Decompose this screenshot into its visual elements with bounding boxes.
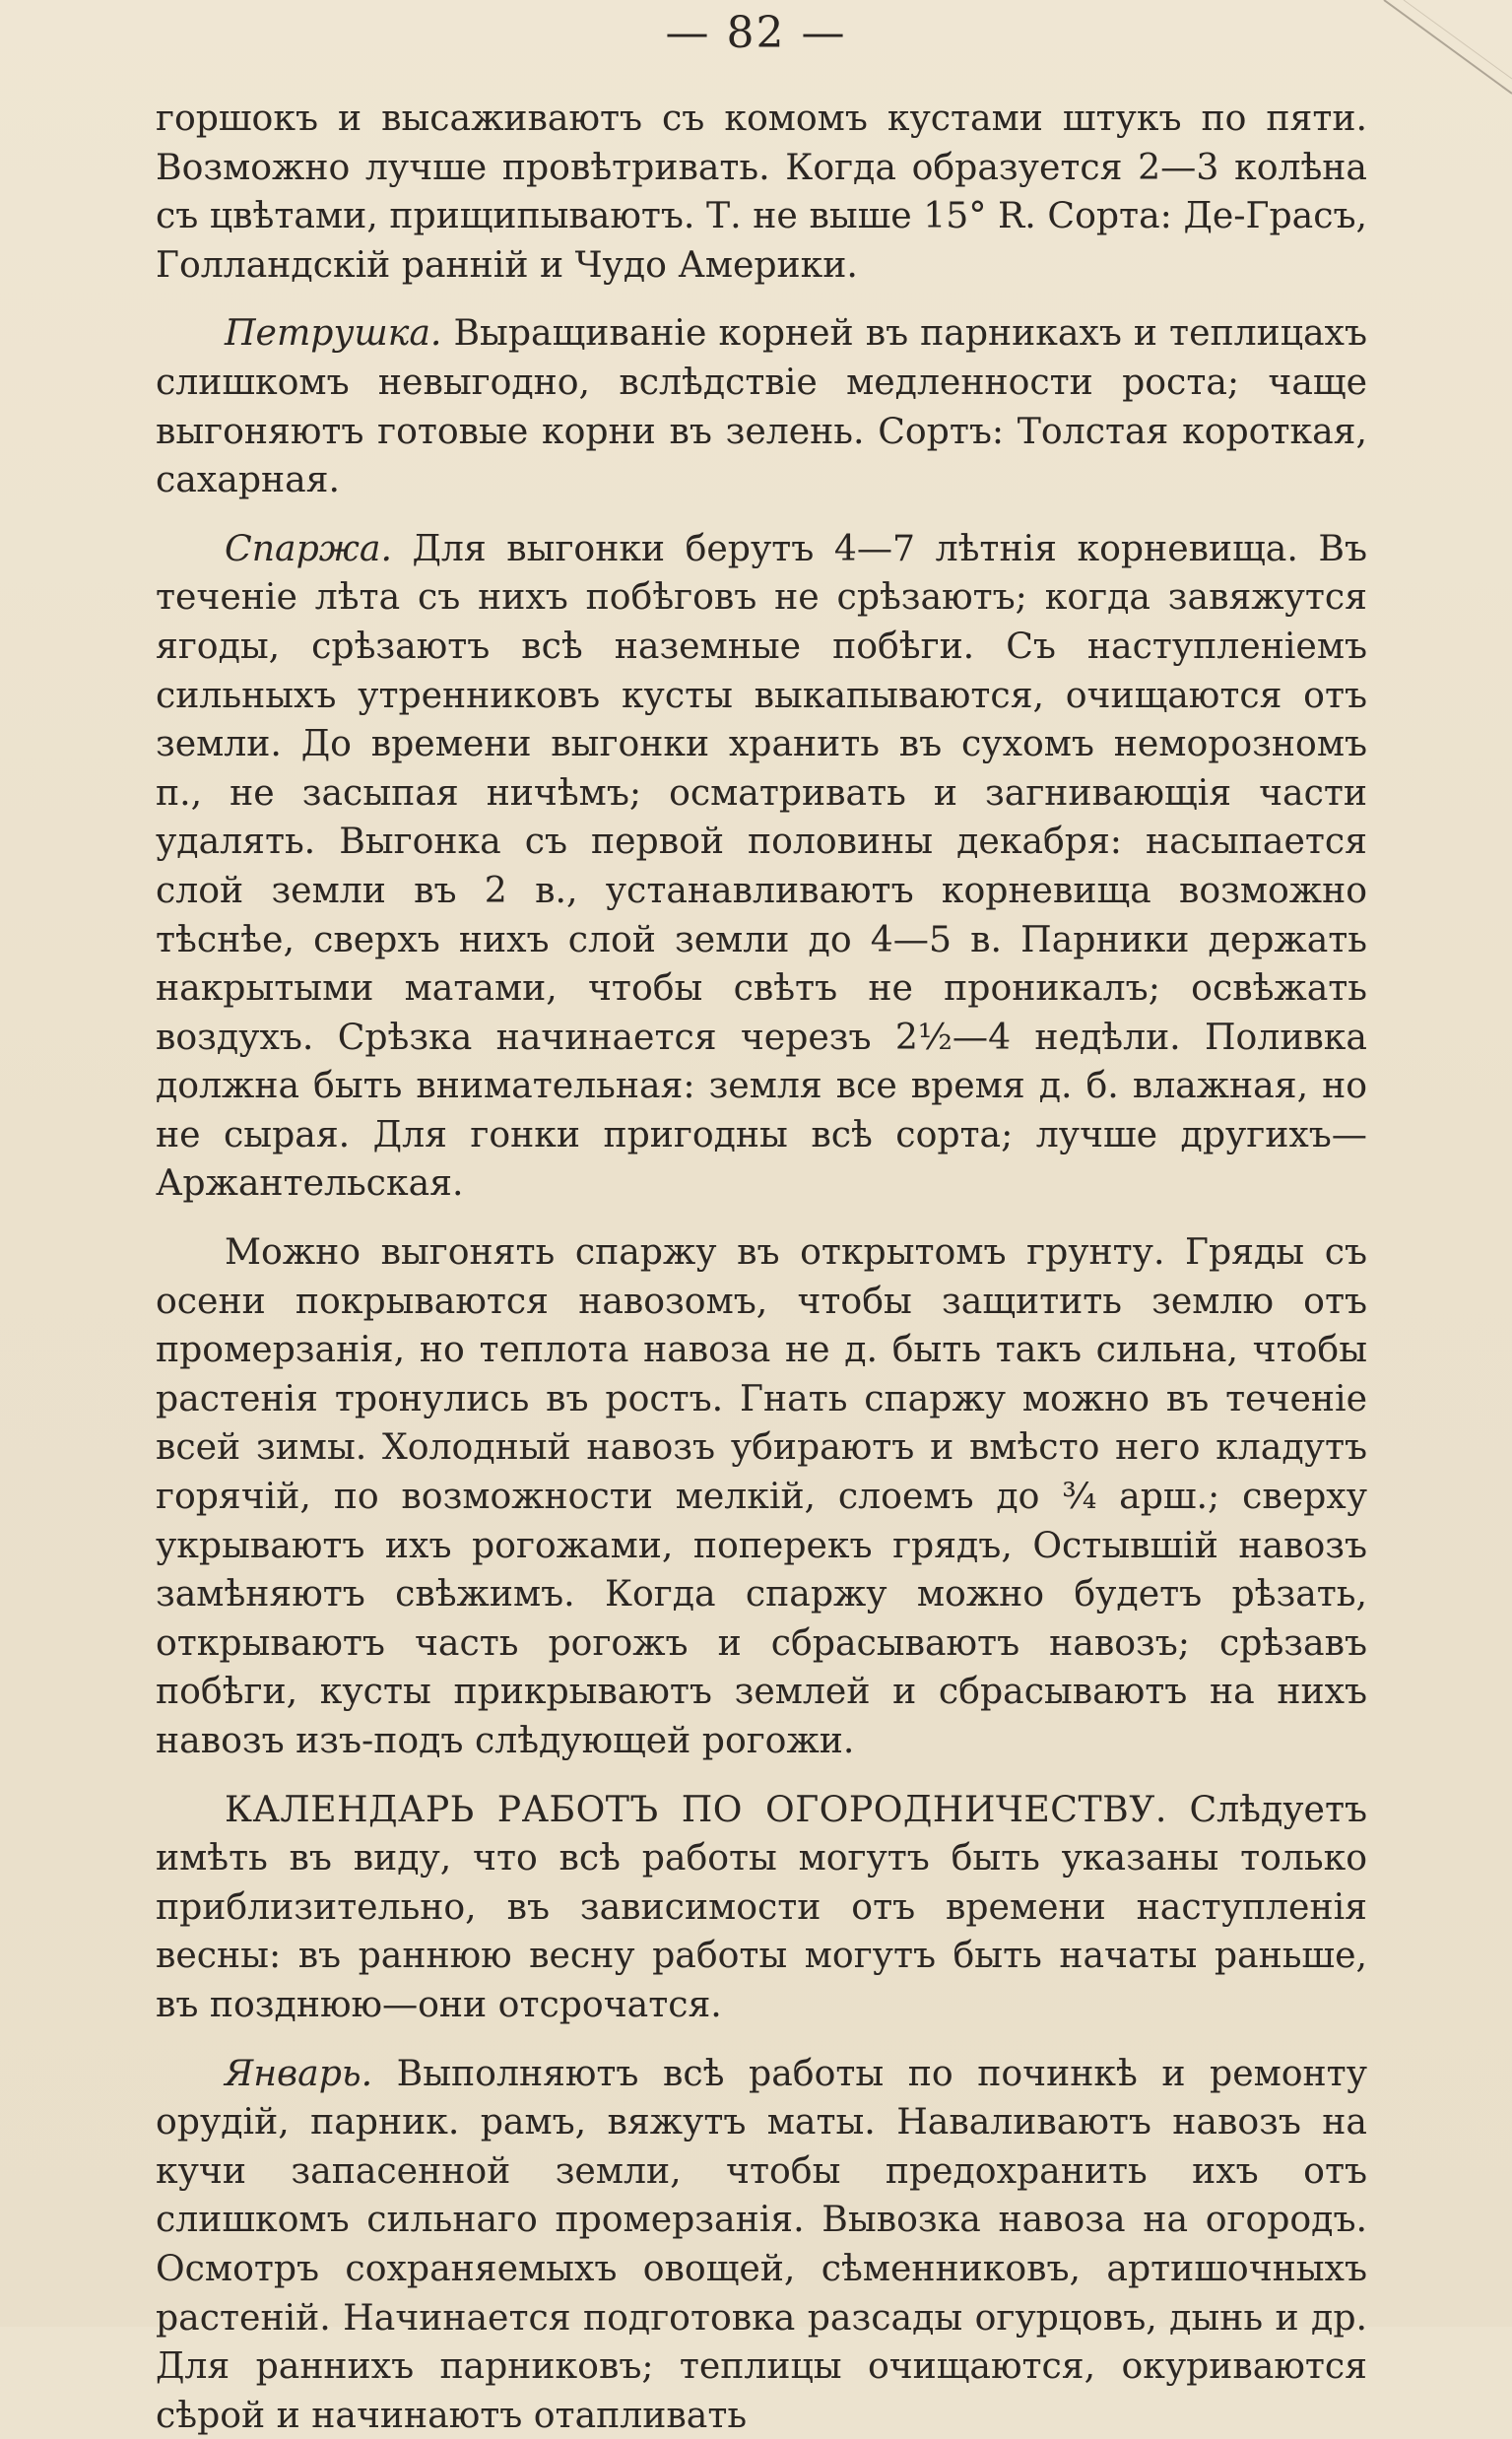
paragraph-text: горшокъ и высаживаютъ съ комомъ кустами штукъ по пяти. Возможно лучше провѣтривать. Когда образуется 2—3 колѣна съ цвѣтами, прищипываютъ. Т. не выше 15° R. Сорта: Де-Грасъ, Голландскій ранній и Чудо Америки.: [156, 97, 1367, 286]
paragraph-text: Слѣдуетъ имѣть въ виду, что всѣ работы могутъ быть указаны только приблизительно, въ зависимости отъ времени наступленія весны: въ раннюю весну работы могутъ быть начаты раньше, въ позднюю—они отсрочатся.: [156, 1787, 1367, 2025]
paragraph-text: Выполняютъ всѣ работы по починкѣ и ремонту орудій, парник. рамъ, вяжутъ маты. Наваливаютъ навозъ на кучи запасенной земли, чтобы предохранить ихъ отъ слишкомъ сильнаго промерзанія. Вывозка навоза на огородъ. Осмотръ сохраняемыхъ овощей, сѣменниковъ, артишочныхъ растеній. Начинается подготовка разсады огурцовъ, дынь и др. Для раннихъ парниковъ; теплицы очищаются, окуриваются сѣрой и начинаютъ отапливать: [156, 2051, 1367, 2436]
paragraph-asparagus: [156, 524, 1367, 1208]
paragraph-text: Выращиваніе корней въ парникахъ и теплицахъ слишкомъ невыгодно, вслѣдствіе медленности роста; чаще выгоняютъ готовые корни въ зелень. Сортъ: Толстая короткая, сахарная.: [156, 311, 1367, 501]
paragraph-lead: Спаржа.: [225, 526, 392, 569]
paragraph-text: Для выгонки берутъ 4—7 лѣтнія корневища. Въ теченіе лѣта съ нихъ побѣговъ не срѣзаютъ; когда завяжутся ягоды, срѣзаютъ всѣ наземные побѣги. Съ наступленіемъ сильныхъ утренниковъ кусты выкапываются, очищаются отъ земли. До времени выгонки хранить въ сухомъ неморозномъ п., не засыпая ничѣмъ; осматривать и загнивающія части удалять. Выгонка съ первой половины декабря: насыпается слой земли въ 2 в., устанавливаютъ корневища возможно тѣснѣе, сверхъ нихъ слой земли до 4—5 в. Парники держать накрытыми матами, чтобы свѣтъ не проникалъ; освѣжать воздухъ. Срѣзка начинается черезъ 2½—4 недѣли. Поливка должна быть внимательная: земля все время д. б. влажная, но не сырая. Для гонки пригодны всѣ сорта; лучше другихъ—Аржантельская.: [156, 526, 1367, 1205]
paragraph-parsley: [156, 308, 1367, 503]
paragraph-asparagus-open-ground: [156, 1227, 1367, 1765]
paragraph-text: Можно выгонять спаржу въ открытомъ грунту. Гряды съ осени покрываются навозомъ, чтобы защитить землю отъ промерзанія, но теплота навоза не д. быть такъ сильна, чтобы растенія тронулись въ ростъ. Гнать спаржу можно въ теченіе всей зимы. Холодный навозъ убираютъ и вмѣсто него кладутъ горячій, по возможности мелкій, слоемъ до ¾ арш.; сверху укрываютъ ихъ рогожами, поперекъ грядъ, Остывшій навозъ замѣняютъ свѣжимъ. Когда спаржу можно будетъ рѣзать, открываютъ часть рогожъ и сбрасываютъ навозъ; срѣзавъ побѣги, кусты прикрываютъ землей и сбрасываютъ на нихъ навозъ изъ-подъ слѣдующей рогожи.: [156, 1230, 1367, 1761]
paragraph-january: [156, 2049, 1367, 2439]
paragraph-calendar-heading: [156, 1785, 1367, 2029]
body-text: [156, 94, 1367, 2439]
paragraph-lead: Январь.: [225, 2051, 373, 2094]
page-number: — 82 —: [665, 8, 847, 58]
section-heading: КАЛЕНДАРЬ РАБОТЪ ПО ОГОРОДНИЧЕСТВУ.: [225, 1787, 1167, 1830]
paragraph-peas-continued: [156, 94, 1367, 289]
paragraph-lead: Петрушка.: [225, 311, 442, 355]
